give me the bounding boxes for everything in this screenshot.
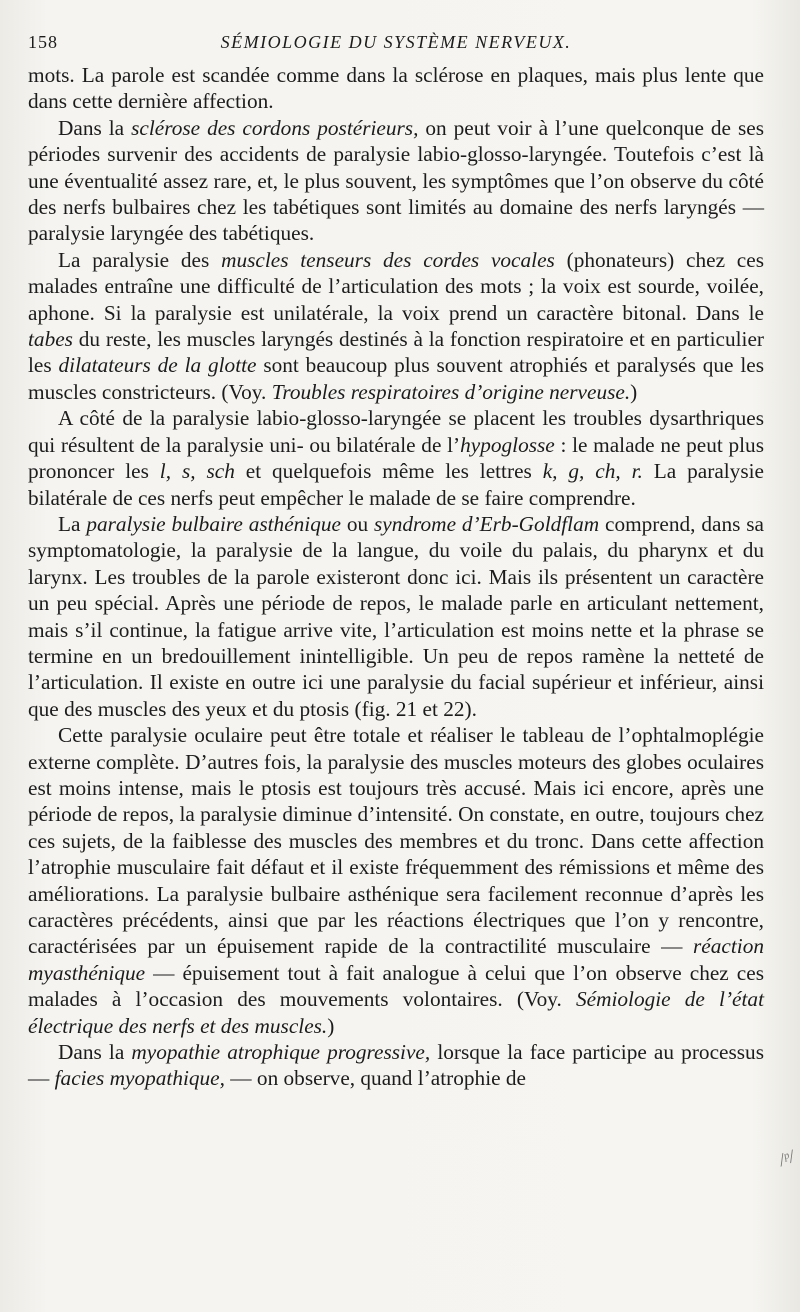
text-run: comprend, dans sa symptomatologie, la paralysie de la langue, du voile du palais, du pharynx et du larynx. Les troubles de la parole existeront donc ici. Mais ils présentent un caractère un peu spécial. Après une période de repos, le malade parle en articulant nettement, mais s’il continue, la fatigue arrive vite, l’articulation est moins nette et la phrase se termine en un bredouillement inintelligible. Un peu de repos ramène la netteté de l’articulation. Il existe en outre ici une paralysie du facial supérieur et inférieur, ainsi que des muscles des yeux et du ptosis (fig. 21 et 22). [28, 511, 764, 721]
paragraph-tabes [28, 115, 764, 247]
italic-run: réaction myasthénique [28, 934, 764, 985]
text-run: mots. La parole est scandée comme dans la sclérose en plaques, mais plus lente que dans cette dernière affection. [28, 63, 764, 114]
italic-run: paralysie bulbaire asthénique [86, 511, 341, 536]
italic-run: k, g, ch, r. [542, 459, 643, 484]
text-run: La [58, 511, 87, 536]
italic-run: sclérose des cordons postérieurs, [131, 115, 419, 140]
margin-pencil-mark: /ᵖ/ [775, 1146, 797, 1171]
italic-run: hypoglosse [460, 432, 555, 457]
text-run: : le malade ne peut plus prononcer les [28, 432, 764, 484]
page-number: 158 [28, 32, 58, 52]
italic-run: muscles tenseurs des cordes vocales [221, 247, 555, 272]
running-title: SÉMIOLOGIE DU SYSTÈME NERVEUX. [220, 32, 572, 52]
italic-run: syndrome d’Erb-Goldflam [374, 511, 600, 536]
text-run: A côté de la paralysie labio-glosso-laryngée se placent les troubles dysarthriques qui résultent de la paralysie uni- ou bilatérale de l’ [28, 406, 764, 457]
text-run: du reste, les muscles laryngés destinés à la fonction respiratoire et en particulier les [28, 327, 764, 378]
paragraph-erb-goldflam [28, 511, 764, 722]
text-run: La paralysie bilatérale de ces nerfs peut empêcher le malade de se faire comprendre. [28, 459, 764, 510]
text-run: et quelquefois même les lettres [234, 459, 543, 484]
italic-run: tabes [28, 327, 73, 352]
text-run: Dans la [58, 1040, 132, 1065]
paragraph-ocular-paralysis [28, 722, 764, 1039]
italic-run: facies myopathique, [54, 1066, 225, 1091]
text-run: — épuisement tout à fait analogue à celui que l’on observe chez ces malades à l’occasion des mouvements volontaires. (Voy. [28, 960, 764, 1012]
paragraph-vocal-cords [28, 247, 764, 405]
italic-run: l, s, sch [159, 459, 235, 484]
text-run: on peut voir à l’une quelconque de ses périodes survenir des accidents de paralysie labio-glosso-laryngée. Toutefois c’est là une éventualité assez rare, et, le plus souvent, les symptômes que l’on observe du côté des nerfs bulbaires chez les tabétiques sont limités au domaine des nerfs laryngés — paralysie laryngée des tabétiques. [28, 115, 764, 246]
paragraph-myopathy [28, 1039, 764, 1092]
italic-run: Troubles respiratoires d’origine nerveuse. [271, 379, 631, 404]
text-run: ou [340, 511, 374, 536]
text-run: Cette paralysie oculaire peut être totale et réaliser le tableau de l’ophtalmoplégie externe complète. D’autres fois, la paralysie des muscles moteurs des globes oculaires est moins intense, mais le ptosis est toujours très accusé. Mais ici encore, après une période de repos, la paralysie diminue d’intensité. On constate, en outre, toujours chez ces sujets, de la faiblesse des muscles des membres et du tronc. Dans cette affection l’atrophie musculaire fait défaut et il existe fréquemment des rémissions et même des améliorations. La paralysie bulbaire asthénique sera facilement reconnue d’après les caractères précédents, ainsi que par les réactions électriques que l’on y rencontre, caractérisées par un épuisement rapide de la contractilité musculaire — [28, 723, 764, 959]
paragraph-continued [28, 62, 764, 115]
text-run: — on observe, quand l’atrophie de [224, 1066, 526, 1091]
italic-run: Sémiologie de l’état électrique des nerfs et des muscles. [28, 987, 764, 1038]
text-run: (phonateurs) chez ces malades entraîne une difficulté de l’articulation des mots ; la voix est sourde, voilée, aphone. Si la paralysie est unilatérale, la voix prend un caractère bitonal. Dans le [28, 247, 764, 325]
text-run: Dans la [58, 115, 132, 140]
text-run: sont beaucoup plus souvent atrophiés et paralysés que les muscles constricteurs. (Voy. [28, 353, 764, 404]
italic-run: dilatateurs de la glotte [58, 353, 257, 378]
paragraph-hypoglossal [28, 405, 764, 511]
running-head [28, 28, 764, 62]
text-run: ) [327, 1013, 335, 1038]
text-run: lorsque la face participe au processus — [28, 1040, 764, 1091]
text-run: La paralysie des [58, 247, 222, 272]
text-run: ) [630, 379, 638, 404]
body-text [28, 62, 764, 1092]
italic-run: myopathie atrophique progressive, [131, 1040, 431, 1065]
